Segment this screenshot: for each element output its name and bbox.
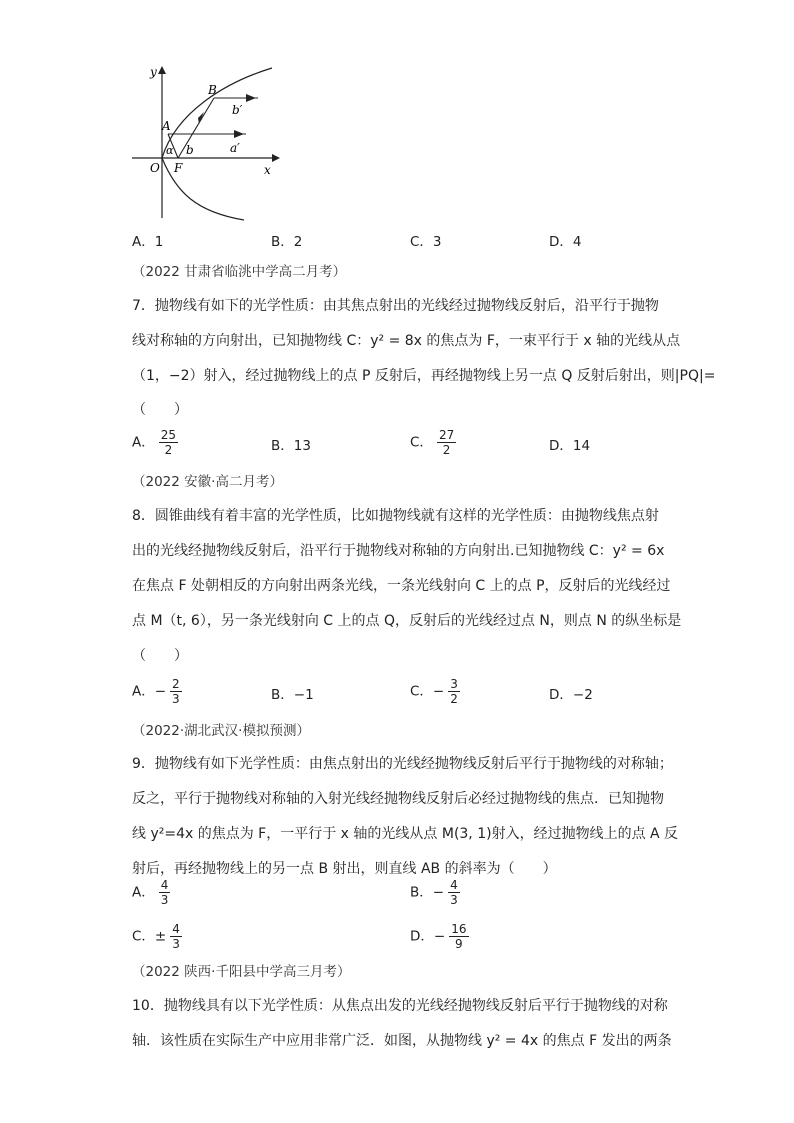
ray-FB-arrow (198, 112, 204, 124)
label-O: O (150, 161, 160, 175)
q8-option-a (132, 677, 182, 706)
q9-option-c-fraction (170, 922, 182, 951)
q7-line-3: （1，−2）射入，经过抛物线上的点 P 反射后，再经抛物线上另一点 Q 反射后射出，则|PQ|= (132, 368, 716, 384)
q7-line-1: 7．抛物线有如下的光学性质：由其焦点射出的光线经过抛物线反射后，沿平行于抛物 (132, 298, 659, 314)
q8-option-c-fraction (448, 677, 460, 706)
label-a-prime: a′ (230, 141, 240, 155)
x-axis-arrow (272, 154, 280, 162)
label-b: b (186, 143, 194, 157)
q8-source: （2022 安徽·高二月考） (132, 474, 283, 490)
q8-option-b: B．−1 (271, 687, 314, 703)
q9-option-b-prefix: B．− (410, 884, 445, 901)
q7-option-c-den: 2 (442, 443, 451, 457)
label-A: A (162, 119, 171, 133)
q6-option-b: B．2 (271, 234, 303, 250)
label-F: F (174, 161, 183, 175)
parabola-curve (162, 68, 272, 220)
q8-line-1: 8．圆锥曲线有着丰富的光学性质，比如抛物线就有这样的光学性质：由抛物线焦点射 (132, 508, 659, 524)
q8-option-c (410, 677, 460, 706)
q8-line-2: 出的光线经抛物线反射后，沿平行于抛物线对称轴的方向射出.已知抛物线 C：y² = 6x (132, 543, 665, 559)
q9-option-a-den: 3 (160, 893, 169, 907)
q8-option-a-fraction (170, 677, 182, 706)
q9-option-c-prefix: C．± (132, 928, 167, 945)
q6-option-a: A．1 (132, 234, 164, 250)
q9-option-b-fraction (448, 878, 460, 907)
q9-line-4: 射后，再经抛物线上的另一点 B 射出，则直线 AB 的斜率为（ ） (132, 861, 557, 877)
q8-line-4: 点 M（t, 6），另一条光线射向 C 上的点 Q，反射后的光线经过点 N，则点 N 的纵坐标是 (132, 613, 682, 629)
parabola-reflection-figure (126, 62, 286, 228)
q7-line-2: 线对称轴的方向射出，已知抛物线 C：y² = 8x 的焦点为 F，一束平行于 x 轴的光线从点 (132, 333, 681, 349)
ray-a-prime-arrow (234, 130, 244, 138)
q8-line-3: 在焦点 F 处朝相反的方向射出两条光线，一条光线射向 C 上的点 P，反射后的光线经过 (132, 578, 671, 594)
q7-option-a-fraction (159, 428, 178, 457)
q7-option-a (132, 428, 178, 457)
q9-line-2: 反之，平行于抛物线对称轴的入射光线经抛物线反射后必经过抛物线的焦点．已知抛物 (132, 791, 664, 807)
q9-option-a-prefix: A． (132, 884, 155, 901)
y-axis-arrow (158, 66, 166, 74)
q9-source: （2022·湖北武汉·模拟预测） (132, 723, 310, 739)
q8-option-c-den: 2 (450, 692, 458, 706)
q8-option-a-prefix: A．− (132, 683, 167, 700)
q7-option-a-den: 2 (164, 443, 173, 457)
q8-option-a-num: 2 (172, 677, 180, 691)
q7-option-c-fraction (437, 428, 456, 457)
q8-option-c-prefix: C．− (410, 683, 445, 700)
q9-line-1: 9．抛物线有如下光学性质：由焦点射出的光线经抛物线反射后平行于抛物线的对称轴； (132, 756, 673, 772)
q10-line-2: 轴．该性质在实际生产中应用非常广泛．如图，从抛物线 y² = 4x 的焦点 F 发出的两条 (132, 1033, 672, 1049)
q7-option-a-prefix: A． (132, 434, 155, 451)
q7-option-c-num: 27 (438, 428, 455, 442)
q9-option-a (132, 878, 170, 907)
q9-option-b (410, 878, 460, 907)
q7-source: （2022 甘肃省临洮中学高二月考） (132, 264, 347, 280)
q7-line-4: （ ） (132, 402, 188, 418)
q10-line-1: 10．抛物线具有以下光学性质：从焦点出发的光线经抛物线反射后平行于抛物线的对称 (132, 998, 668, 1014)
label-alpha: α (166, 144, 174, 157)
q6-option-d: D．4 (549, 234, 582, 250)
label-x: x (264, 163, 271, 177)
q9-option-d-den: 9 (455, 937, 463, 951)
q6-option-c: C．3 (410, 234, 442, 250)
q9-line-3: 线 y²=4x 的焦点为 F，一平行于 x 轴的光线从点 M(3, 1)射入，经过抛物线上的点 A 反 (132, 826, 679, 842)
ray-FB (178, 98, 214, 158)
q7-option-c-prefix: C． (410, 434, 433, 451)
q8-option-a-den: 3 (172, 692, 180, 706)
q9-option-c (132, 922, 182, 951)
q9-option-b-num: 4 (450, 878, 458, 892)
label-B: B (208, 83, 217, 97)
q9-option-c-num: 4 (172, 922, 180, 936)
q9-option-c-den: 3 (172, 937, 180, 951)
ray-b-prime-arrow (246, 94, 256, 102)
q7-option-d: D．14 (549, 438, 591, 454)
q10-source: （2022 陕西·千阳县中学高三月考） (132, 964, 351, 980)
q8-option-d: D．−2 (549, 687, 593, 703)
q9-option-d-num: 16 (451, 922, 467, 936)
q9-option-d-prefix: D．− (410, 928, 446, 945)
q9-option-b-den: 3 (450, 893, 458, 907)
q7-option-b: B．13 (271, 438, 311, 454)
q9-option-a-fraction (159, 878, 171, 907)
label-y: y (150, 65, 157, 79)
q9-option-a-num: 4 (160, 878, 169, 892)
q8-option-c-num: 3 (450, 677, 458, 691)
q7-option-a-num: 25 (160, 428, 177, 442)
q7-option-c (410, 428, 456, 457)
q9-option-d (410, 922, 469, 951)
q9-option-d-fraction (449, 922, 468, 951)
label-b-prime: b′ (232, 103, 243, 117)
q8-line-5: （ ） (132, 648, 188, 664)
